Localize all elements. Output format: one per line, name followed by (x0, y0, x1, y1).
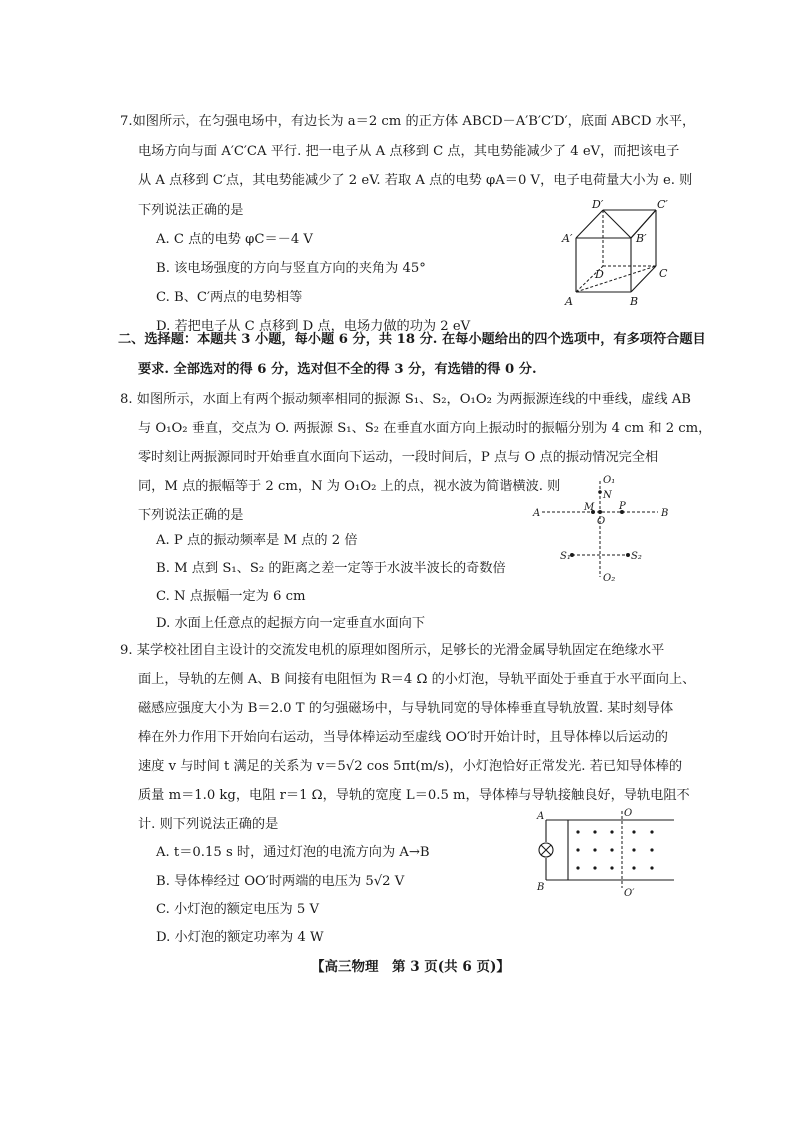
q7-option-d: D. 若把电子从 C 点移到 D 点，电场力做的功为 2 eV (156, 319, 471, 334)
q8-line-1: 8. 如图所示，水面上有两个振动频率相同的振源 S₁、S₂，O₁O₂ 为两振源连线的中垂线，虚线 AB (120, 392, 691, 407)
q8-option-b: B. M 点到 S₁、S₂ 的距离之差一定等于水波半波长的奇数倍 (156, 561, 506, 576)
q7-line-4: 下列说法正确的是 (138, 203, 244, 218)
q8-option-d: D. 水面上任意点的起振方向一定垂直水面向下 (156, 616, 426, 631)
label-B: B (630, 295, 639, 308)
field-dot (632, 830, 635, 833)
q7-option-c: C. B、C′两点的电势相等 (156, 290, 303, 305)
label-M: M (584, 502, 595, 513)
field-dot (632, 866, 635, 869)
field-dot (576, 866, 579, 869)
label-O: O (597, 516, 606, 527)
q7-cube-figure (540, 198, 680, 308)
q7-line-2: 电场方向与面 A′C′CA 平行. 把一电子从 A 点移到 C 点，其电势能减少了 4 eV，而把该电子 (138, 144, 680, 159)
section2-line-1: 二、选择题：本题共 3 小题，每小题 6 分，共 18 分. 在每小题给出的四个选项中，有多项符合题目 (118, 332, 706, 347)
field-dot (632, 848, 635, 851)
label-O-rail: O (624, 808, 633, 819)
field-dot (610, 848, 613, 851)
q9-line-3: 磁感应强度大小为 B＝2.0 T 的匀强磁场中，与导轨同宽的导体棒垂直导轨放置. 某时刻导体 (138, 701, 674, 716)
q8-option-a: A. P 点的振动频率是 M 点的 2 倍 (156, 533, 358, 548)
field-dot (650, 866, 653, 869)
label-Ap: A′ (562, 232, 573, 245)
q8-wave-figure (530, 473, 680, 583)
label-C: C (659, 267, 668, 280)
label-A-rail: A (537, 811, 545, 822)
q9-option-d: D. 小灯泡的额定功率为 4 W (156, 930, 324, 945)
q8-line-5: 下列说法正确的是 (138, 508, 244, 523)
label-P: P (619, 501, 626, 512)
q9-option-b: B. 导体棒经过 OO′时两端的电压为 5√2 V (156, 874, 405, 889)
label-Bp: B′ (636, 232, 647, 245)
field-dot (576, 848, 579, 851)
q8-line-4: 同，M 点的振幅等于 2 cm，N 为 O₁O₂ 上的点，视水波为简谐横波. 则 (138, 479, 561, 494)
q8-line-3: 零时刻让两振源同时开始垂直水面向下运动，一段时间后，P 点与 O 点的振动情况完全相 (138, 450, 659, 465)
field-dot (593, 866, 596, 869)
label-B-wave: B (661, 508, 669, 519)
label-O2: O₂ (603, 573, 616, 584)
label-S2: S₂ (631, 551, 642, 562)
label-D: D (595, 268, 604, 281)
label-Dp: D′ (592, 198, 604, 211)
label-A-wave: A (533, 508, 541, 519)
q9-line-5: 速度 v 与时间 t 满足的关系为 v＝5√2 cos 5πt(m/s)，小灯泡恰好正常发光. 若已知导体棒的 (138, 759, 683, 774)
section2-line-2: 要求. 全部选对的得 6 分，选对但不全的得 3 分，有选错的得 0 分. (138, 362, 537, 377)
q9-option-c: C. 小灯泡的额定电压为 5 V (156, 902, 319, 917)
label-Cp: C′ (657, 198, 668, 211)
field-dot (610, 866, 613, 869)
q7-option-a: A. C 点的电势 φC＝－4 V (156, 232, 313, 247)
q7-line-1: 7.如图所示，在匀强电场中，有边长为 a＝2 cm 的正方体 ABCD－A′B′C′D′，底面 ABCD 水平， (120, 114, 696, 129)
field-dot (576, 830, 579, 833)
label-B-rail: B (537, 882, 545, 893)
page-footer: 【高三物理 第 3 页(共 6 页)】 (311, 959, 510, 975)
field-dot (650, 830, 653, 833)
q9-line-7: 计. 则下列说法正确的是 (138, 817, 279, 832)
q7-option-b: B. 该电场强度的方向与竖直方向的夹角为 45° (156, 261, 426, 276)
field-dot (610, 830, 613, 833)
field-dot (593, 848, 596, 851)
q7-line-3: 从 A 点移到 C′点，其电势能减少了 2 eV. 若取 A 点的电势 φA＝0 V，电子电荷量大小为 e. 则 (138, 173, 693, 188)
q9-option-a: A. t＝0.15 s 时，通过灯泡的电流方向为 A→B (156, 845, 430, 860)
label-Op-rail: O′ (624, 888, 635, 899)
q9-line-1: 9. 某学校社团自主设计的交流发电机的原理如图所示，足够长的光滑金属导轨固定在绝缘水平 (120, 643, 665, 658)
q9-line-4: 棒在外力作用下开始向右运动，当导体棒运动至虚线 OO′时开始计时，且导体棒以后运动的 (138, 730, 668, 745)
q9-line-2: 面上，导轨的左侧 A、B 间接有电阻恒为 R＝4 Ω 的小灯泡，导轨平面处于垂直于水平面向上、 (138, 672, 696, 687)
q9-line-6: 质量 m＝1.0 kg，电阻 r＝1 Ω，导轨的宽度 L＝0.5 m，导体棒与导轨接触良好，导轨电阻不 (138, 788, 690, 803)
label-N: N (603, 490, 612, 501)
q8-option-c: C. N 点振幅一定为 6 cm (156, 589, 306, 604)
label-A: A (565, 295, 573, 308)
label-S1: S₁ (560, 551, 571, 562)
q8-line-2: 与 O₁O₂ 垂直，交点为 O. 两振源 S₁、S₂ 在垂直水面方向上振动时的振幅分别为 4 cm 和 2 cm， (138, 421, 712, 436)
q9-rail-figure (534, 808, 684, 900)
label-O1: O₁ (603, 475, 616, 486)
field-dot (650, 848, 653, 851)
field-dot (593, 830, 596, 833)
